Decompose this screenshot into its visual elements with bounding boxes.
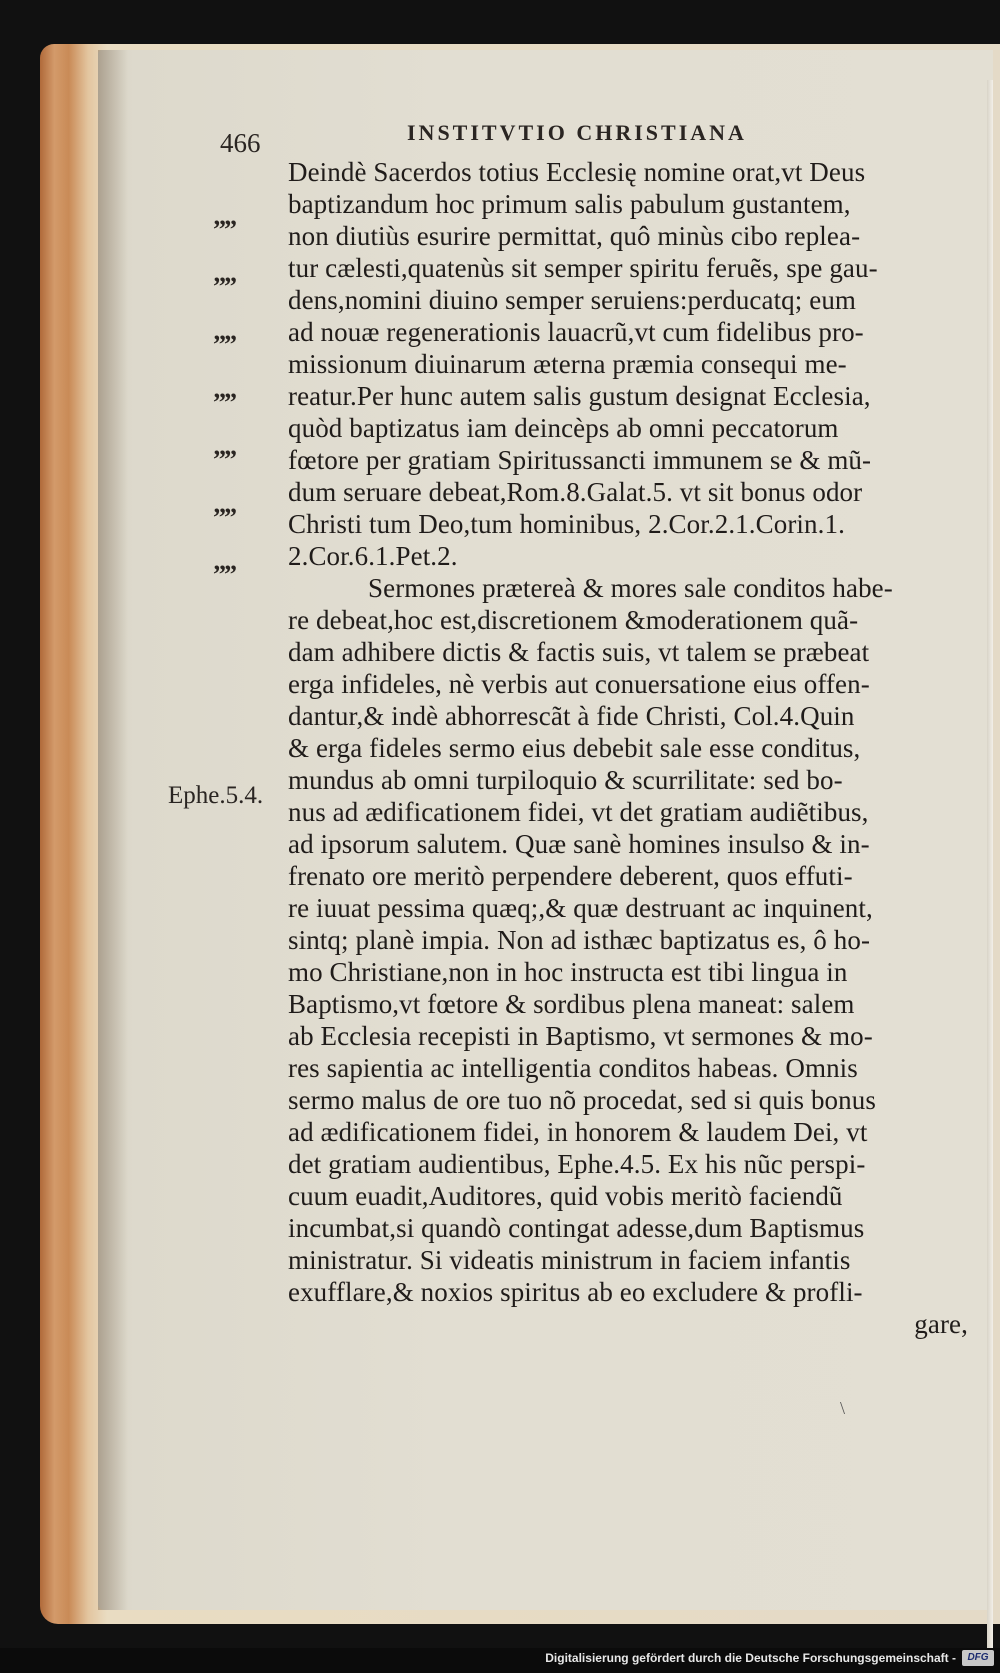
text-line: incumbat,si quandò contingat adesse,dum Baptismus <box>288 1213 865 1243</box>
text-line: mo Christiane,non in hoc instructa est tibi lingua in <box>288 957 848 987</box>
funding-credit: Digitalisierung gefördert durch die Deutsche Forschungsgemeinschaft - <box>545 1651 956 1665</box>
text-line: ad ædificationem fidei, in honorem & laudem Dei, vt <box>288 1117 868 1147</box>
quote-mark: ”” <box>213 272 235 301</box>
text-line: dum seruare debeat,Rom.8.Galat.5. vt sit bonus odor <box>288 477 863 507</box>
text-line: cuum euadit,Auditores, quid vobis meritò faciendũ <box>288 1181 843 1211</box>
text-line: Sermones prætereà & mores sale conditos habe- <box>368 573 893 603</box>
text-line: missionum diuinarum æterna præmia consequi me- <box>288 349 847 379</box>
text-line: exufflare,& noxios spiritus ab eo excludere & profli- <box>288 1277 863 1307</box>
text-line: gare, <box>914 1309 968 1339</box>
text-line: dens,nomini diuino semper seruiens:perducatq; eum <box>288 285 857 315</box>
text-line: nus ad ædificationem fidei, vt det gratiam audiẽtibus, <box>288 797 869 827</box>
footer-bar <box>0 1648 1000 1673</box>
text-line: ab Ecclesia recepisti in Baptismo, vt sermones & mo- <box>288 1021 873 1051</box>
text-line: ministratur. Si videatis ministrum in faciem infantis <box>288 1245 851 1275</box>
text-line: Christi tum Deo,tum hominibus, 2.Cor.2.1.Corin.1. <box>288 509 845 539</box>
text-line: mundus ab omni turpiloquio & scurrilitate: sed bo- <box>288 765 843 795</box>
text-line: reatur.Per hunc autem salis gustum designat Ecclesia, <box>288 381 871 411</box>
quote-mark: ”” <box>213 388 235 417</box>
dfg-logo-icon <box>962 1650 994 1666</box>
text-line: dam adhibere dictis & factis suis, vt talem se præbeat <box>288 637 870 667</box>
text-line: Baptismo,vt fœtore & sordibus plena maneat: salem <box>288 989 855 1019</box>
quote-mark: ”” <box>213 330 235 359</box>
text-line: Deindè Sacerdos totius Ecclesię nomine orat,vt Deus <box>288 157 866 187</box>
text-line: erga infideles, nè verbis aut conuersatione eius offen- <box>288 669 870 699</box>
quote-mark: ”” <box>213 445 235 474</box>
marginal-note: Ephe.5.4. <box>168 782 264 809</box>
text-line: re debeat,hoc est,discretionem &moderationem quã- <box>288 605 859 635</box>
stray-mark: \ <box>840 1398 846 1418</box>
text-line: sintq; planè impia. Non ad isthæc baptizatus es, ô ho- <box>288 925 871 955</box>
text-line: det gratiam audientibus, Ephe.4.5. Ex his nũc perspi- <box>288 1149 866 1179</box>
running-head: INSTITVTIO CHRISTIANA <box>407 120 747 145</box>
quote-mark: ”” <box>213 503 235 532</box>
text-line: tur cælesti,quatenùs sit semper spiritu feruẽs, spe gau- <box>288 253 878 283</box>
text-line: 2.Cor.6.1.Pet.2. <box>288 541 458 571</box>
text-line: baptizandum hoc primum salis pabulum gustantem, <box>288 189 851 219</box>
dfg-logo-text: DFG <box>967 1652 989 1663</box>
quote-mark: ”” <box>213 215 235 244</box>
text-line: re iuuat pessima quæq;,& quæ destruant ac inquinent, <box>288 893 873 923</box>
text-line: sermo malus de ore tuo nõ procedat, sed si quis bonus <box>288 1085 876 1115</box>
text-line: ad nouæ regenerationis lauacrũ,vt cum fidelibus pro- <box>288 317 864 347</box>
text-line: quòd baptizatus iam deincèps ab omni peccatorum <box>288 413 839 443</box>
page-number: 466 <box>220 128 261 158</box>
text-line: res sapientia ac intelligentia conditos habeas. Omnis <box>288 1053 858 1083</box>
text-line: & erga fideles sermo eius debebit sale esse conditus, <box>288 733 861 763</box>
text-line: ad ipsorum salutem. Quæ sanè homines insulso & in- <box>288 829 870 859</box>
quote-mark: ”” <box>213 560 235 589</box>
text-line: non diutiùs esurire permittat, quô minùs cibo replea- <box>288 221 861 251</box>
text-line: fœtore per gratiam Spiritussancti immunem se & mũ- <box>288 445 872 475</box>
text-line: frenato ore meritò perpendere deberent, quos effuti- <box>288 861 853 891</box>
text-line: dantur,& indè abhorrescãt à fide Christi, Col.4.Quin <box>288 701 855 731</box>
